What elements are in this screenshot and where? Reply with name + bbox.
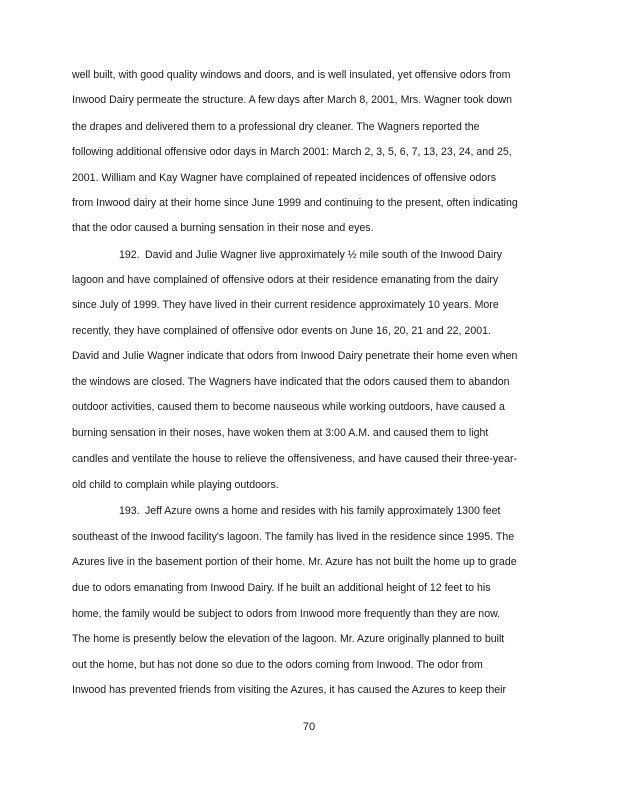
text-line: out the home, but has not done so due to the odors coming from Inwood. The odor from — [72, 659, 483, 671]
text-line: lagoon and have complained of offensive odors at their residence emanating from the dairy — [72, 274, 499, 286]
text-line: southeast of the Inwood facility's lagoon. The family has lived in the residence since 1995. The — [72, 531, 515, 543]
text-line: Inwood Dairy permeate the structure. A few days after March 8, 2001, Mrs. Wagner took down — [72, 94, 513, 106]
text-line: Azures live in the basement portion of their home. Mr. Azure has not built the home up to grade — [72, 556, 517, 568]
text-line: outdoor activities, caused them to become nauseous while working outdoors, have caused a — [72, 401, 505, 413]
text-line: old child to complain while playing outdoors. — [72, 479, 279, 491]
text-line: 2001. William and Kay Wagner have complained of repeated incidences of offensive odors — [72, 172, 496, 184]
text-line: well built, with good quality windows and doors, and is well insulated, yet offensive odors from — [72, 69, 511, 81]
text-line: following additional offensive odor days in March 2001: March 2, 3, 5, 6, 7, 13, 23, 24, and 25, — [72, 146, 512, 158]
text-line: from Inwood dairy at their home since June 1999 and continuing to the present, often indicating — [72, 197, 518, 209]
text-line: the drapes and delivered them to a professional dry cleaner. The Wagners reported the — [72, 121, 480, 133]
text-line: the windows are closed. The Wagners have indicated that the odors caused them to abandon — [72, 376, 510, 388]
text-line: due to odors emanating from Inwood Dairy. If he built an additional height of 12 feet to his — [72, 582, 491, 594]
text-line: that the odor caused a burning sensation in their nose and eyes. — [72, 222, 374, 234]
text-line: home, the family would be subject to odors from Inwood more frequently than they are now. — [72, 608, 501, 620]
text-line: Inwood has prevented friends from visiting the Azures, it has caused the Azures to keep their — [72, 684, 506, 696]
text-line: David and Julie Wagner live approximately ½ mile south of the Inwood Dairy — [145, 249, 503, 261]
text-line: Jeff Azure owns a home and resides with his family approximately 1300 feet — [145, 505, 501, 517]
paragraph-number-193: 193. — [119, 505, 140, 517]
text-line: The home is presently below the elevation of the lagoon. Mr. Azure originally planned to built — [72, 633, 505, 645]
paragraph-number-192: 192. — [119, 249, 140, 261]
page-number: 70 — [302, 721, 316, 733]
text-line: candles and ventilate the house to relieve the offensiveness, and have caused their three-year- — [72, 453, 518, 465]
text-line: David and Julie Wagner indicate that odors from Inwood Dairy penetrate their home even when — [72, 350, 518, 362]
text-line: recently, they have complained of offensive odor events on June 16, 20, 21 and 22, 2001. — [72, 325, 491, 337]
text-line: since July of 1999. They have lived in their current residence approximately 10 years. More — [72, 299, 499, 311]
text-line: burning sensation in their noses, have woken them at 3:00 A.M. and caused them to light — [72, 427, 489, 439]
